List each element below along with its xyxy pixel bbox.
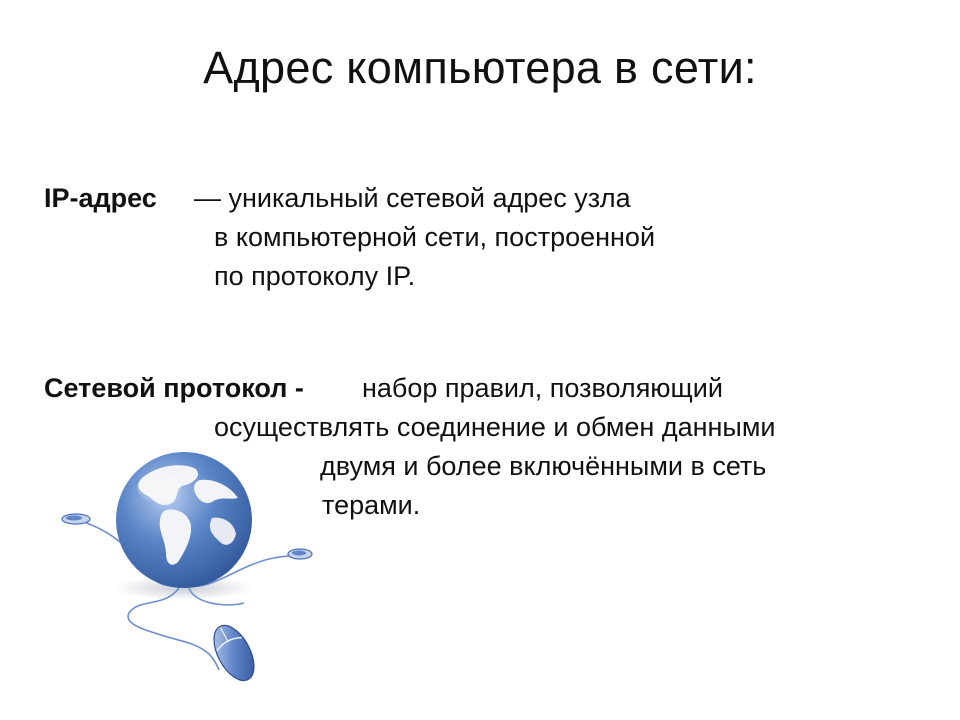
ip-definition-line-1: — уникальный сетевой адрес узла bbox=[194, 183, 631, 213]
protocol-definition-line-1: набор правил, позволяющий bbox=[362, 373, 723, 403]
mouse-left-icon bbox=[62, 514, 90, 524]
globe-icon bbox=[116, 452, 252, 588]
mouse-bottom-icon bbox=[206, 619, 262, 687]
protocol-definition-line-2: осуществлять соединение и обмен данными bbox=[214, 412, 776, 442]
ip-definition-line-2: в компьютерной сети, построенной bbox=[214, 222, 656, 252]
protocol-term: Сетевой протокол - bbox=[44, 373, 304, 403]
protocol-definition-line-4: терами. bbox=[322, 490, 421, 520]
slide-title: Адрес компьютера в сети: bbox=[203, 42, 757, 93]
globe-network-icon bbox=[44, 438, 344, 720]
mouse-right-icon bbox=[288, 549, 312, 559]
protocol-definition-line-3: двумя и более включёнными в сеть bbox=[320, 451, 767, 481]
ip-definition-line-3: по протоколу IP. bbox=[214, 261, 416, 291]
ip-term: IP-адрес bbox=[44, 183, 157, 213]
